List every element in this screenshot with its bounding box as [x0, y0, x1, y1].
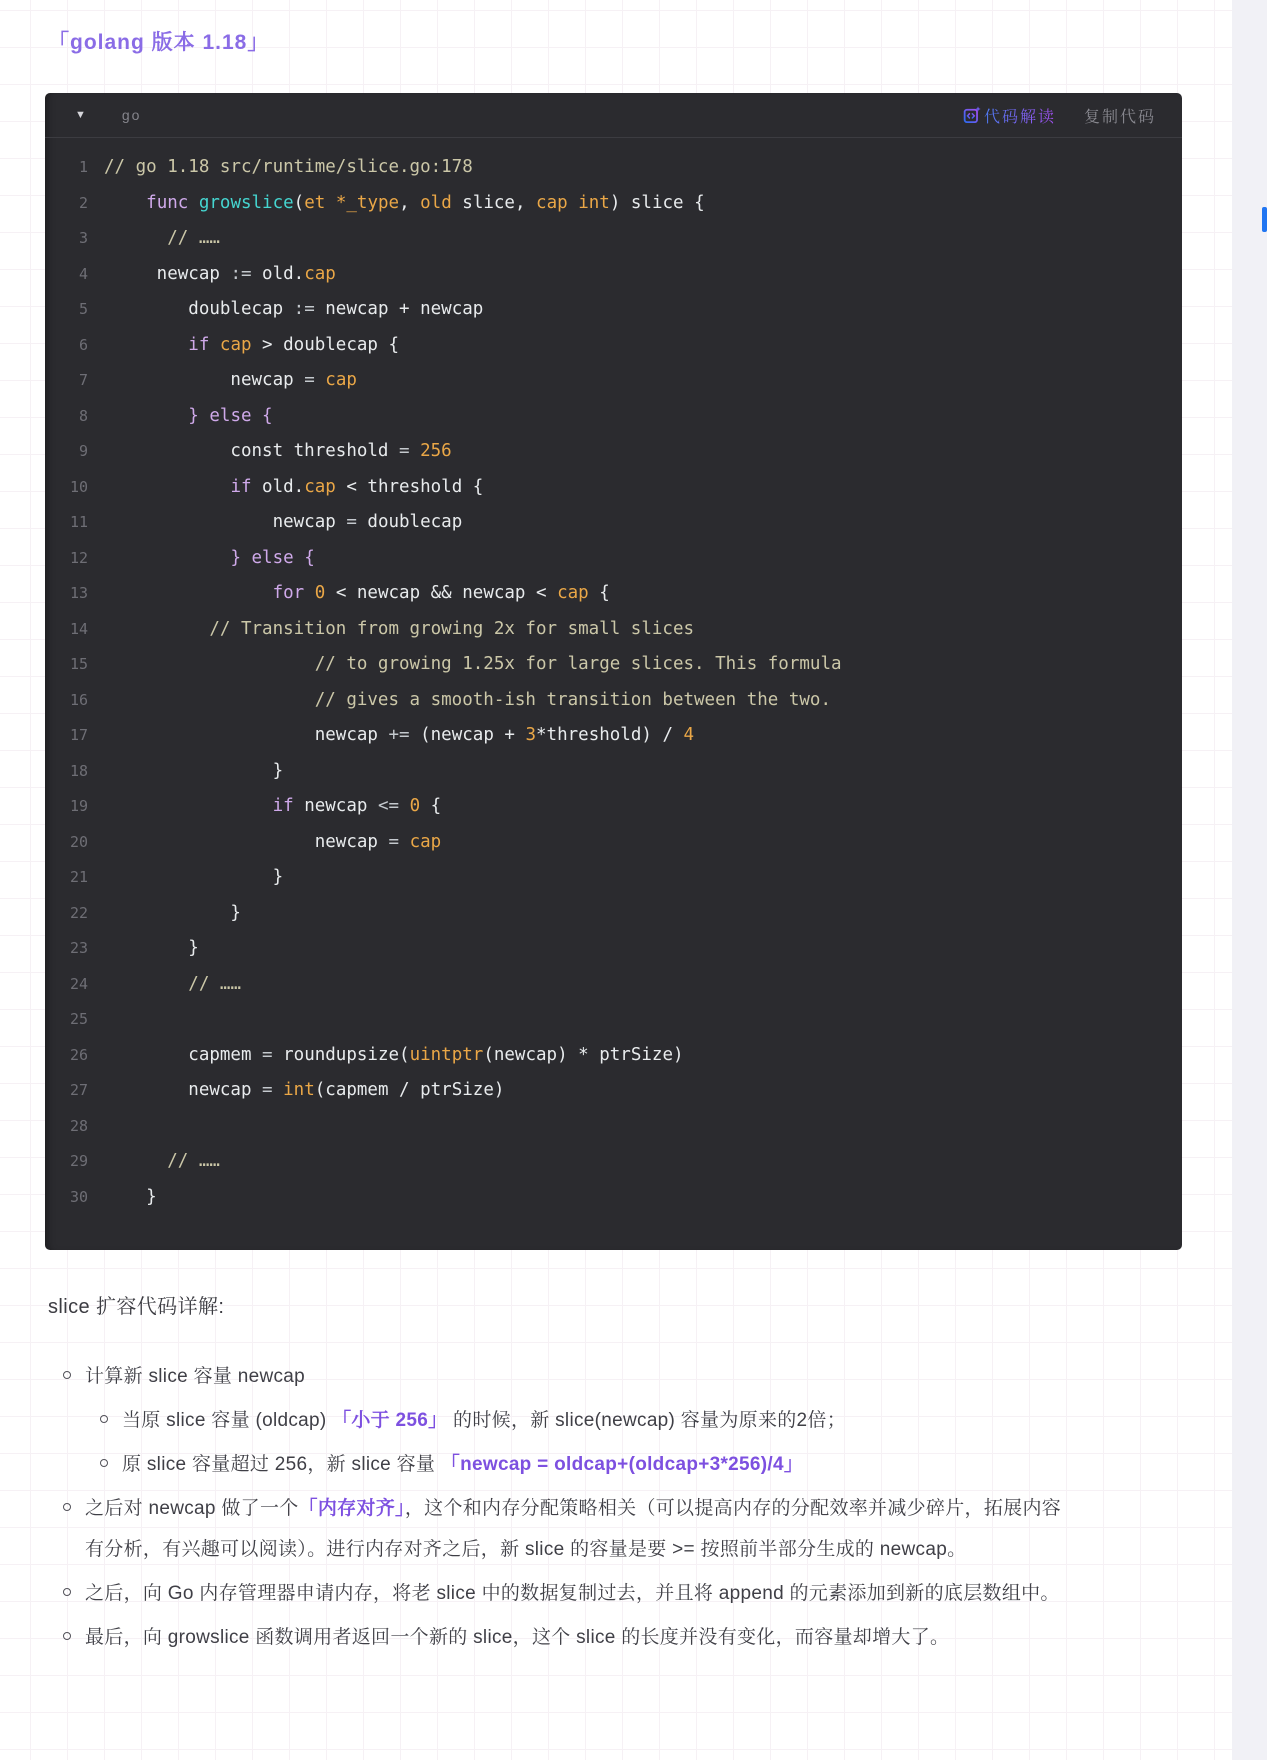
code-line-content: newcap = doublecap [104, 512, 463, 532]
code-line [60, 1073, 1162, 1109]
code-line-content: func growslice(et *_type, old slice, cap int) slice { [146, 192, 705, 213]
explanation-bullet-list [48, 1356, 1063, 1658]
list-item: 之后，向 Go 内存管理器申请内存，将老 slice 中的数据复制过去，并且将 append 的元素添加到新的底层数组中。 [63, 1573, 1063, 1614]
code-line-content: // …… [188, 973, 241, 994]
code-line [60, 647, 1162, 683]
code-line [60, 1144, 1162, 1180]
scrollbar-track [1232, 0, 1267, 1760]
explanation-section [48, 1290, 1063, 1661]
code-line-content: } [104, 1186, 157, 1207]
line-number: 1 [78, 158, 88, 176]
code-line [60, 328, 1162, 364]
code-line [60, 257, 1162, 293]
code-line [60, 789, 1162, 825]
line-number: 15 [69, 655, 88, 673]
code-line-content: capmem = roundupsize(uintptr(newcap) * ptrSize) [104, 1044, 684, 1065]
line-number: 30 [69, 1187, 88, 1206]
list-item: 原 slice 容量超过 256，新 slice 容量 「newcap = oldcap+(oldcap+3*256)/4」 [100, 1444, 1063, 1485]
line-number: 19 [69, 797, 88, 815]
list-item: 当原 slice 容量 (oldcap) 「小于 256」 的时候，新 slice(newcap) 容量为原来的2倍； [100, 1400, 1063, 1441]
code-line-content: if newcap <= 0 { [272, 796, 442, 816]
bullet-circle-icon [63, 1632, 71, 1640]
line-number: 18 [69, 761, 88, 780]
code-line-content: const threshold = 256 [104, 441, 452, 461]
code-line [60, 434, 1162, 470]
bullet-circle-icon [100, 1415, 108, 1423]
line-number: 9 [78, 442, 88, 460]
bullet-circle-icon [63, 1371, 71, 1379]
bullet-circle-icon [63, 1588, 71, 1596]
code-line [60, 363, 1162, 399]
list-item: 最后，向 growslice 函数调用者返回一个新的 slice，这个 slice 的长度并没有变化，而容量却增大了。 [63, 1617, 1063, 1658]
line-number: 25 [69, 1010, 88, 1028]
line-number: 14 [69, 619, 88, 638]
code-line-content: if old.cap < threshold { [230, 476, 484, 497]
code-line-content: // to growing 1.25x for large slices. This formula [314, 654, 842, 674]
code-line-content: } [104, 867, 284, 887]
code-line-content: newcap = cap [104, 831, 442, 852]
code-line [60, 541, 1162, 577]
line-number: 5 [78, 300, 88, 318]
line-number: 17 [69, 726, 88, 744]
line-number: 28 [69, 1116, 88, 1135]
code-line [60, 576, 1162, 612]
line-number: 2 [78, 193, 88, 212]
line-number: 11 [69, 513, 88, 531]
code-line [60, 1002, 1162, 1038]
code-line [60, 1038, 1162, 1074]
code-line-content: } else { [230, 547, 315, 568]
code-line-content: newcap += (newcap + 3*threshold) / 4 [104, 725, 695, 745]
code-header-actions [963, 104, 1156, 127]
code-line [60, 967, 1162, 1003]
code-line [60, 931, 1162, 967]
line-number: 20 [69, 832, 88, 851]
code-line [60, 896, 1162, 932]
code-line [60, 505, 1162, 541]
line-number: 13 [69, 584, 88, 602]
code-line-content: newcap := old.cap [104, 263, 336, 284]
code-line [60, 470, 1162, 506]
line-number: 8 [78, 406, 88, 425]
code-line-content: // go 1.18 src/runtime/slice.go:178 [104, 157, 473, 177]
bullet-circle-icon [63, 1503, 71, 1511]
code-line [60, 718, 1162, 754]
line-number: 3 [78, 229, 88, 247]
code-line [60, 612, 1162, 648]
line-number: 10 [69, 477, 88, 496]
code-line [60, 292, 1162, 328]
line-number: 24 [69, 974, 88, 993]
code-line-content: for 0 < newcap && newcap < cap { [272, 583, 610, 603]
scrollbar-thumb[interactable] [1262, 207, 1267, 232]
code-line [60, 1180, 1162, 1216]
line-number: 23 [69, 939, 88, 957]
line-number: 6 [78, 335, 88, 354]
code-line [60, 1109, 1162, 1145]
line-number: 21 [69, 868, 88, 886]
code-body [45, 138, 1182, 1250]
code-line-content: // Transition from growing 2x for small slices [209, 618, 695, 639]
line-number: 16 [69, 690, 88, 709]
list-item: 之后对 newcap 做了一个「内存对齐」，这个和内存分配策略相关（可以提高内存的分配效率并减少碎片，拓展内容有分析，有兴趣可以阅读）。进行内存对齐之后，新 slice 的容量是要 >= 按照前半部分生成的 newcap。 [63, 1488, 1063, 1570]
code-line [60, 399, 1162, 435]
code-language-label: go [121, 107, 142, 123]
code-line-content: newcap = cap [104, 370, 357, 390]
line-number: 4 [78, 264, 88, 283]
code-line [60, 186, 1162, 222]
code-line-content: } [104, 938, 199, 958]
code-line [60, 754, 1162, 790]
line-number: 12 [69, 548, 88, 567]
copy-code-button[interactable]: 复制代码 [1083, 108, 1156, 126]
code-line-content: // …… [167, 228, 220, 248]
code-line [60, 683, 1162, 719]
ai-sparkle-icon [963, 106, 981, 124]
line-number: 29 [69, 1152, 88, 1170]
code-line-content: } [104, 902, 241, 923]
code-explain-label: 代码解读 [984, 104, 1056, 127]
code-line-content: if cap > doublecap { [188, 334, 400, 355]
code-line-content: } else { [188, 405, 273, 426]
line-number: 26 [69, 1045, 88, 1064]
collapse-caret-icon[interactable]: ▼ [75, 109, 86, 121]
code-explain-button[interactable] [963, 104, 1056, 127]
code-line [60, 825, 1162, 861]
list-item: 计算新 slice 容量 newcap [63, 1356, 1063, 1397]
code-line-content: } [104, 760, 284, 781]
code-line [60, 860, 1162, 896]
code-line-content: // …… [167, 1151, 220, 1171]
code-line-content: doublecap := newcap + newcap [104, 299, 484, 319]
code-line-content: // gives a smooth-ish transition between the two. [314, 689, 831, 710]
line-number: 7 [78, 371, 88, 389]
explanation-heading: slice 扩容代码详解: [48, 1296, 225, 1318]
bullet-circle-icon [100, 1459, 108, 1467]
line-number: 22 [69, 903, 88, 922]
code-block [45, 93, 1182, 1250]
page-title: 「golang 版本 1.18」 [48, 31, 270, 54]
code-line [60, 150, 1162, 186]
code-line-content: newcap = int(capmem / ptrSize) [104, 1080, 505, 1100]
code-block-header [45, 93, 1182, 138]
line-number: 27 [69, 1081, 88, 1099]
code-line [60, 221, 1162, 257]
